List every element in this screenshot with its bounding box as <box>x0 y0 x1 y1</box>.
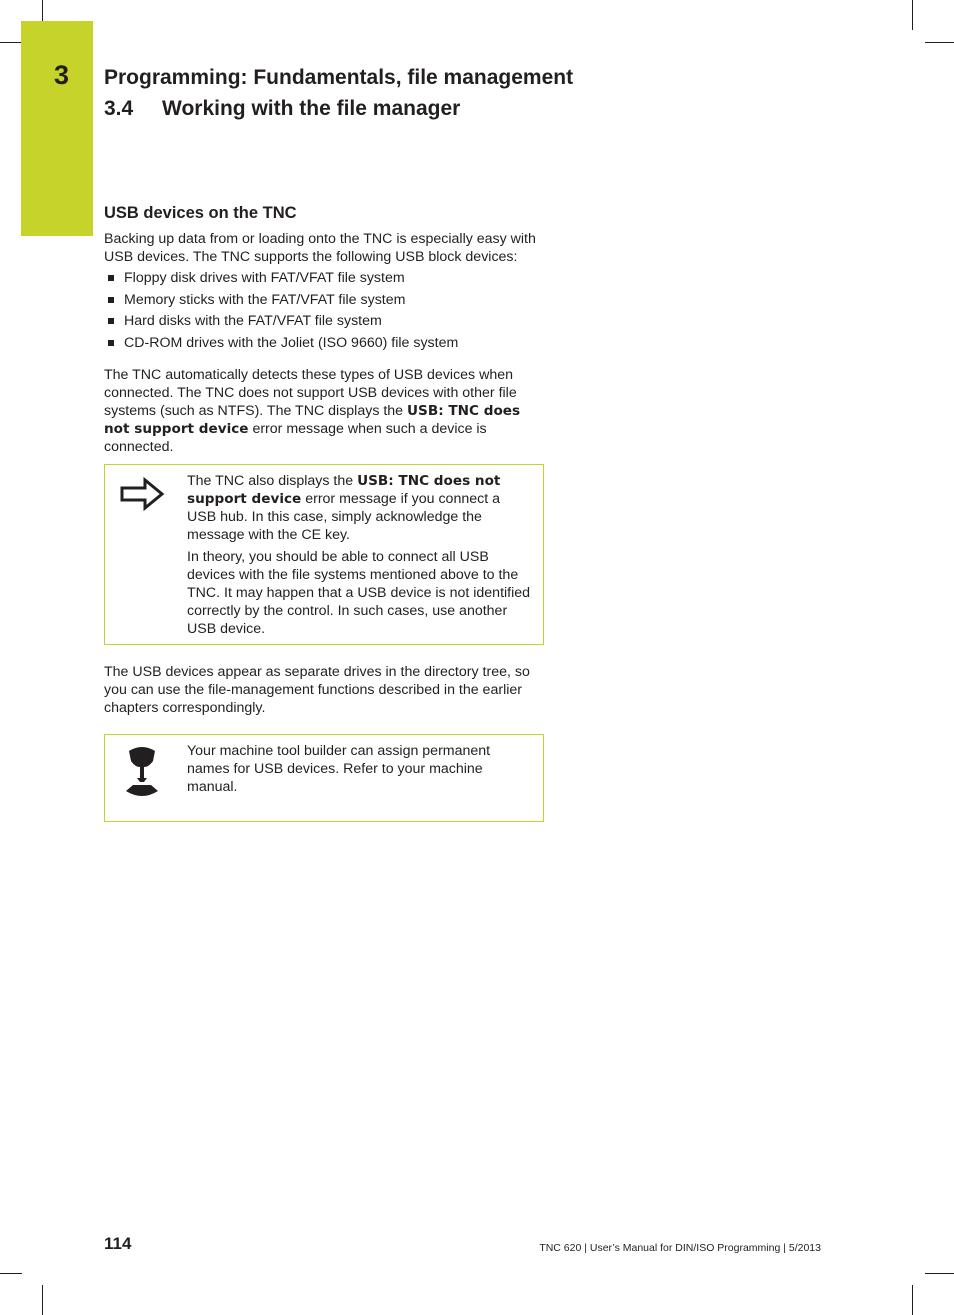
section-heading: USB devices on the TNC <box>104 204 297 222</box>
error-message-code: USB: TNC does not support device <box>104 403 521 437</box>
footer-text: TNC 620 | User’s Manual for DIN/ISO Programming | 5/2013 <box>539 1242 821 1254</box>
list-item-text: Floppy disk drives with FAT/VFAT file system <box>124 270 405 286</box>
crop-mark <box>925 42 954 43</box>
page-number: 114 <box>104 1234 132 1253</box>
note-paragraph: Your machine tool builder can assign permanent names for USB devices. Refer to your machine manual. <box>187 743 491 795</box>
note-paragraph: In theory, you should be able to connect all USB devices with the file systems mentioned above to the TNC. It may happen that a USB device is not identified correctly by the control. In such cases, use another USB device. <box>187 549 531 637</box>
crop-mark <box>0 42 22 43</box>
crop-mark <box>42 1285 43 1315</box>
crop-mark <box>42 0 43 22</box>
error-message-code: USB: TNC does not support device <box>187 473 501 507</box>
square-bullet-icon <box>108 340 114 346</box>
supported-devices-list <box>104 269 544 352</box>
detection-paragraph: The TNC automatically detects these types of USB devices when connected. The TNC does not support USB devices with other file systems (such as NTFS). The TNC displays the USB: TNC does not support device error message when such a device is connected. <box>104 367 521 455</box>
crop-mark <box>925 1273 954 1274</box>
square-bullet-icon <box>108 297 114 303</box>
machine-tool-builder-icon <box>125 745 159 799</box>
drives-paragraph: The USB devices appear as separate drives in the directory tree, so you can use the file-management functions described in the earlier chapters correspondingly. <box>104 664 530 716</box>
note-text <box>187 742 533 796</box>
section-number: 3.4 <box>104 97 134 120</box>
chapter-title: Programming: Fundamentals, file management <box>104 66 574 89</box>
intro-paragraph: Backing up data from or loading onto the TNC is especially easy with USB devices. The TNC supports the following USB block devices: <box>104 231 536 265</box>
list-item <box>104 334 544 352</box>
list-item <box>104 312 544 330</box>
note-text <box>187 472 533 638</box>
note-box <box>104 464 544 645</box>
main-content <box>104 204 544 822</box>
crop-mark <box>0 1273 22 1274</box>
list-item-text: Hard disks with the FAT/VFAT file system <box>124 313 382 329</box>
section-title: Working with the file manager <box>162 97 461 120</box>
list-item <box>104 291 544 309</box>
crop-mark <box>912 0 913 30</box>
square-bullet-icon <box>108 318 114 324</box>
arrow-right-icon <box>119 477 165 511</box>
list-item <box>104 269 544 287</box>
list-item-text: Memory sticks with the FAT/VFAT file system <box>124 291 406 308</box>
crop-mark <box>912 1285 913 1315</box>
note-paragraph: The TNC also displays the USB: TNC does not support device error message if you connect a USB hub. In this case, simply acknowledge the message with the CE key. <box>187 473 501 543</box>
square-bullet-icon <box>108 275 114 281</box>
machine-note-box <box>104 734 544 822</box>
chapter-number: 3 <box>54 60 70 90</box>
list-item-text: CD-ROM drives with the Joliet (ISO 9660) file system <box>124 334 459 351</box>
chapter-tab <box>21 21 93 236</box>
